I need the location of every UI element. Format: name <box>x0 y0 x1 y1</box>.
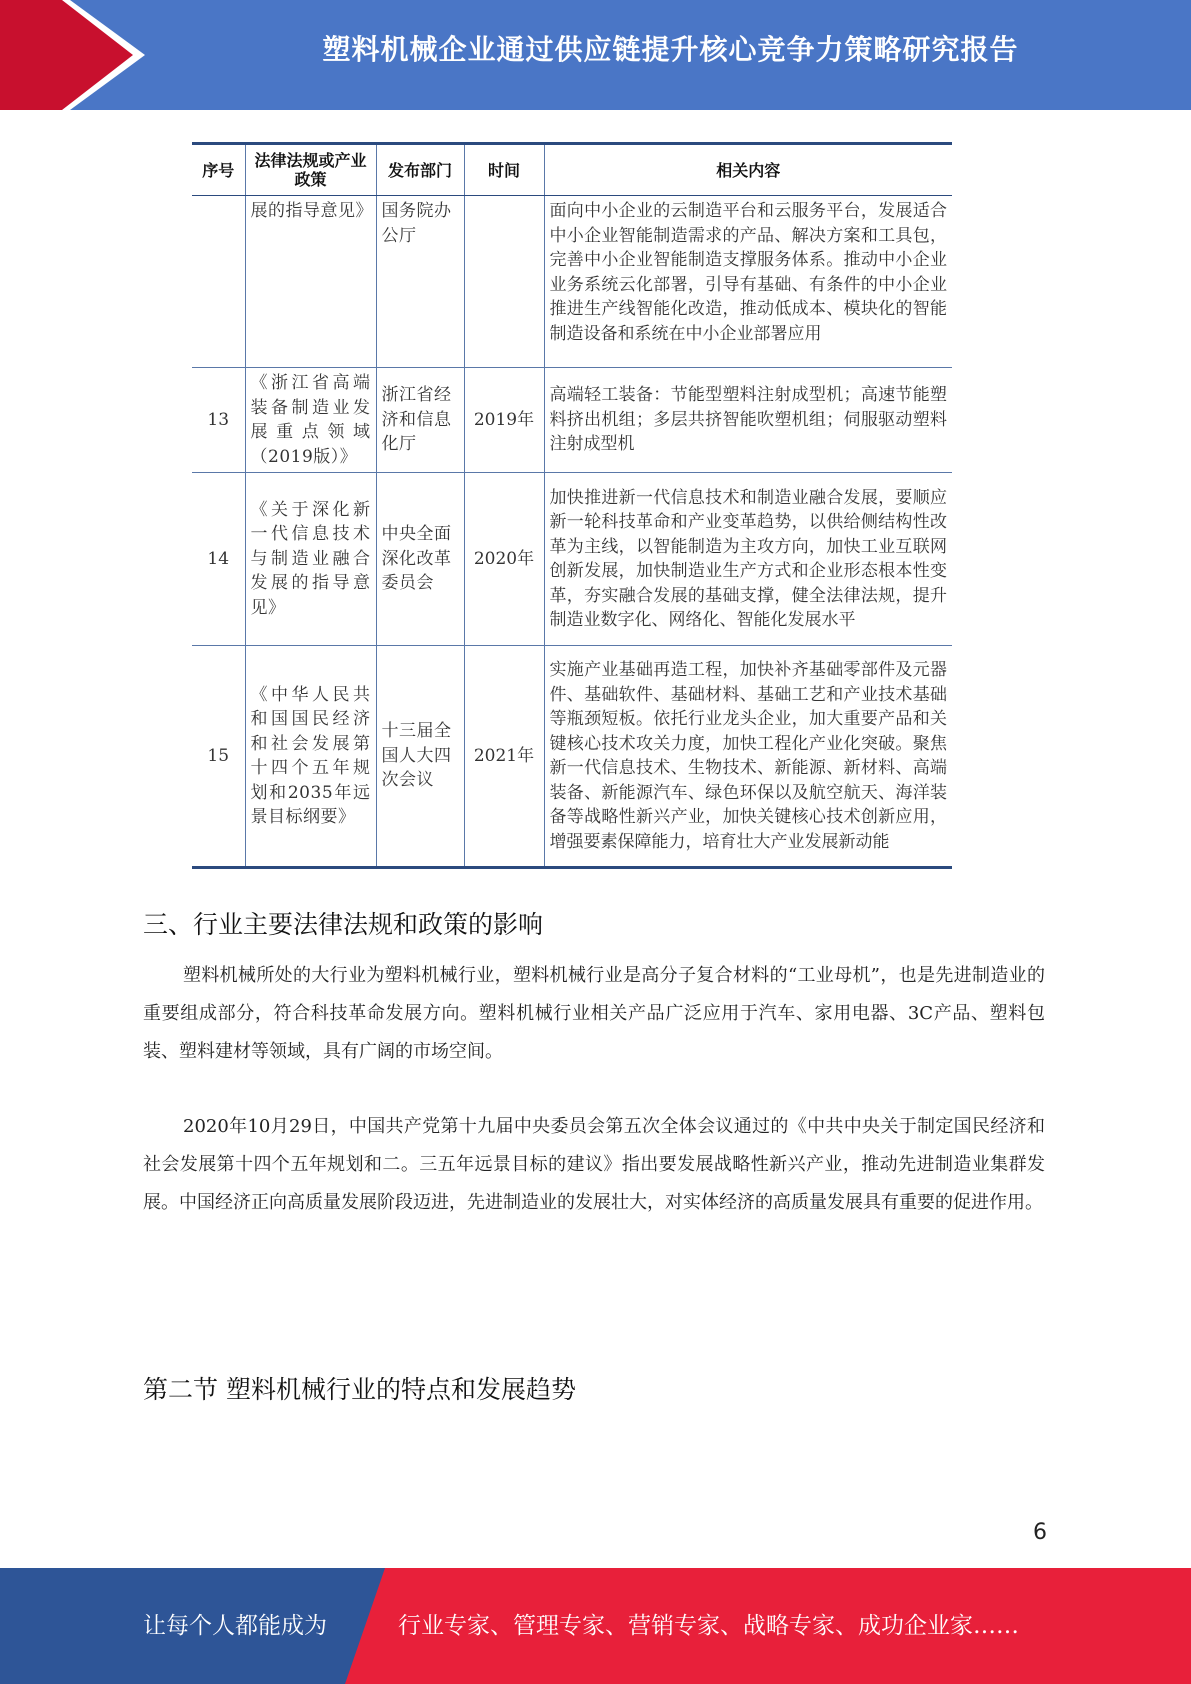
table-row <box>192 473 952 646</box>
row-dept: 国务院办公厅 <box>376 196 464 368</box>
header-banner <box>0 0 1191 110</box>
section-heading-policy-impact: 三、行业主要法律法规和政策的影响 <box>143 910 544 939</box>
footer-slogan-right: 行业专家、管理专家、营销专家、战略专家、成功企业家…… <box>398 1613 1019 1639</box>
row-num <box>192 196 245 368</box>
row-year: 2020年 <box>464 473 544 646</box>
row-year <box>464 196 544 368</box>
row-num: 13 <box>192 368 245 473</box>
row-num: 14 <box>192 473 245 646</box>
row-content: 面向中小企业的云制造平台和云服务平台，发展适合中小企业智能制造需求的产品、解决方案和工具包，完善中小企业智能制造支撑服务体系。推动中小企业业务系统云化部署，引导有基础、有条件的中小企业推进生产线智能化改造，推动低成本、模块化的智能制造设备和系统在中小企业部署应用 <box>544 196 952 368</box>
table-row <box>192 368 952 473</box>
paragraph-five-year-plan: 2020年10月29日，中国共产党第十九届中央委员会第五次全体会议通过的《中共中央关于制定国民经济和社会发展第十四个五年规划和二。三五年远景目标的建议》指出要发展战略性新兴产业，推动先进制造业集群发展。中国经济正向高质量发展阶段迈进，先进制造业的发展壮大，对实体经济的高质量发展具有重要的促进作用。 <box>143 1116 1045 1213</box>
report-title: 塑料机械企业通过供应链提升核心竞争力策略研究报告 <box>322 33 1019 66</box>
row-dept: 中央全面深化改革委员会 <box>376 473 464 646</box>
footer-banner <box>0 1568 1191 1684</box>
col-header-law: 法律法规或产业政策 <box>245 144 376 196</box>
row-dept: 浙江省经济和信息化厅 <box>376 368 464 473</box>
row-content: 加快推进新一代信息技术和制造业融合发展，要顺应新一轮科技革命和产业变革趋势，以供给侧结构性改革为主线，以智能制造为主攻方向，加快工业互联网创新发展，加快制造业生产方式和企业形态根本性变革，夯实融合发展的基础支撑，健全法律法规，提升制造业数字化、网络化、智能化发展水平 <box>544 473 952 646</box>
row-content: 高端轻工装备：节能型塑料注射成型机；高速节能塑料挤出机组；多层共挤智能吹塑机组；伺服驱动塑料注射成型机 <box>544 368 952 473</box>
row-content: 实施产业基础再造工程，加快补齐基础零部件及元器件、基础软件、基础材料、基础工艺和产业技术基础等瓶颈短板。依托行业龙头企业，加大重要产品和关键核心技术攻关力度，加快工程化产业化突破。聚焦新一代信息技术、生物技术、新能源、新材料、高端装备、新能源汽车、绿色环保以及航空航天、海洋装备等战略性新兴产业，加快关键核心技术创新应用，增强要素保障能力，培育壮大产业发展新动能 <box>544 646 952 868</box>
col-header-dept: 发布部门 <box>376 144 464 196</box>
page-number: 6 <box>1033 1520 1047 1545</box>
policy-table-container <box>192 142 952 869</box>
col-header-year: 时间 <box>464 144 544 196</box>
row-year: 2021年 <box>464 646 544 868</box>
col-header-content: 相关内容 <box>544 144 952 196</box>
table-header-row <box>192 144 952 196</box>
header-arrow-decoration <box>0 0 150 110</box>
section-heading-industry-trends: 第二节 塑料机械行业的特点和发展趋势 <box>143 1375 576 1404</box>
table-row <box>192 646 952 868</box>
row-num: 15 <box>192 646 245 868</box>
table-row <box>192 196 952 368</box>
paragraph-industry-overview: 塑料机械所处的大行业为塑料机械行业，塑料机械行业是高分子复合材料的“工业母机”，也是先进制造业的重要组成部分，符合科技革命发展方向。塑料机械行业相关产品广泛应用于汽车、家用电器、3C产品、塑料包装、塑料建材等领域，具有广阔的市场空间。 <box>143 965 1045 1062</box>
footer-slogan-left: 让每个人都能成为 <box>143 1613 327 1639</box>
row-law: 《中华人民共和国国民经济和社会发展第十四个五年规划和2035年远景目标纲要》 <box>245 646 376 868</box>
policy-table <box>192 142 952 869</box>
row-law: 展的指导意见》 <box>245 196 376 368</box>
row-year: 2019年 <box>464 368 544 473</box>
col-header-num: 序号 <box>192 144 245 196</box>
row-dept: 十三届全国人大四次会议 <box>376 646 464 868</box>
row-law: 《关于深化新一代信息技术与制造业融合发展的指导意见》 <box>245 473 376 646</box>
row-law: 《浙江省高端装备制造业发展重点领域（2019版）》 <box>245 368 376 473</box>
